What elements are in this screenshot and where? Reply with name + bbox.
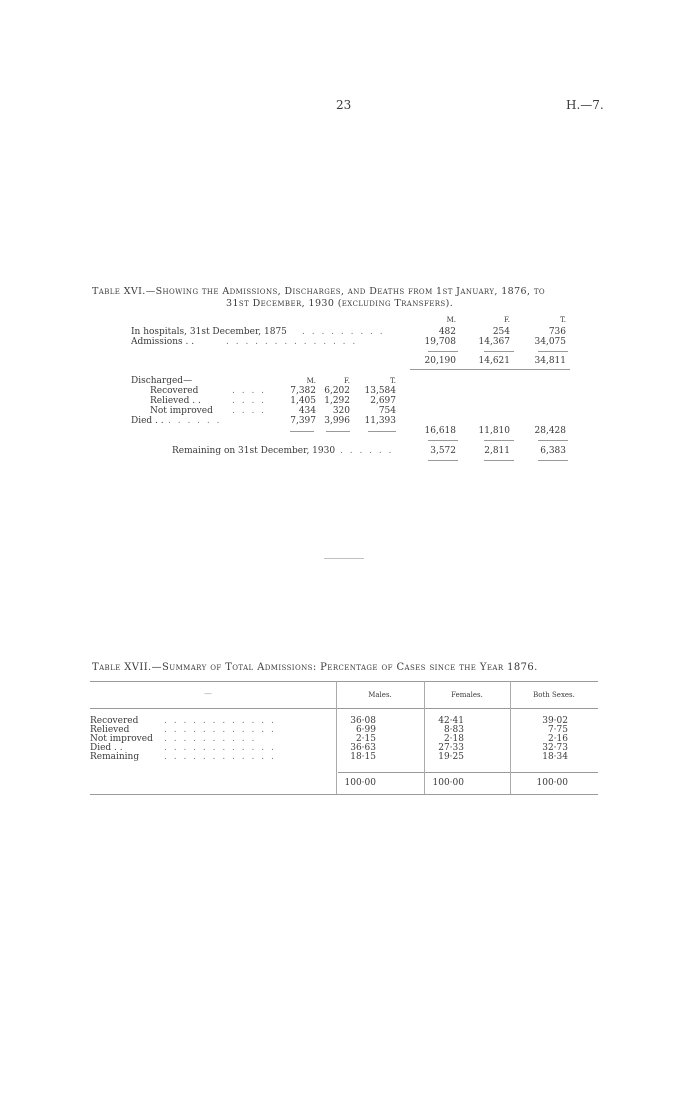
subtotal-t: 34,811 (534, 356, 566, 366)
remaining-t: 6,383 (540, 446, 566, 456)
row-label: In hospitals, 31st December, 1875 (131, 327, 287, 337)
cell-m: 434 (298, 406, 316, 416)
subtotal-f: 14,621 (478, 356, 510, 366)
remaining-f: 2,811 (484, 446, 510, 456)
cell-t: 34,075 (534, 337, 566, 347)
col-header-females: Females. (451, 691, 483, 699)
row-label: Admissions . . (131, 337, 195, 347)
rule (484, 351, 514, 352)
cell-t: 11,393 (364, 416, 396, 426)
cell-both: 7·75 (547, 725, 568, 735)
row-label: Died . . (131, 416, 164, 426)
row-label: Recovered (90, 716, 139, 726)
col-header-f: F. (504, 316, 510, 324)
rule (484, 460, 514, 461)
page-number: 23 (336, 98, 352, 112)
cell-both: 2·16 (547, 734, 568, 744)
rule (538, 460, 568, 461)
rule (428, 351, 458, 352)
cell-m: 482 (438, 327, 456, 337)
rule (90, 681, 598, 682)
row-label: Not improved (90, 734, 153, 744)
rule (428, 440, 458, 441)
row-label: Relieved . . (150, 396, 201, 406)
cell-m: 19,708 (424, 337, 456, 347)
leader-dots: . . . . . . . . . (302, 327, 385, 337)
cell-m: 1,405 (290, 396, 316, 406)
cell-females: 42·41 (438, 716, 464, 726)
discharged-total-m: 16,618 (424, 426, 456, 436)
leader-dots: . . . . (232, 406, 267, 416)
leader-dots: . . . . (232, 386, 267, 396)
cell-both: 18·34 (542, 752, 568, 762)
cell-f: 6,202 (324, 386, 350, 396)
table-17-title: Table XVII.—Summary of Total Admissions: Percentage of Cases since the Year 1876. (92, 662, 538, 673)
subtotal-m: 20,190 (424, 356, 456, 366)
rule (538, 351, 568, 352)
cell-m: 7,397 (290, 416, 316, 426)
remaining-m: 3,572 (430, 446, 456, 456)
cell-females: 19·25 (438, 752, 464, 762)
cell-males: 6·99 (355, 725, 376, 735)
cell-t: 13,584 (364, 386, 396, 396)
cell-males: 18·15 (350, 752, 376, 762)
col-header-t: T. (560, 316, 566, 324)
cell-f: 1,292 (324, 396, 350, 406)
cell-both: 32·73 (542, 743, 568, 753)
section-divider (324, 558, 364, 559)
row-label: Remaining (90, 752, 140, 762)
leader-dots: . . . . . . . . . . . . (164, 725, 276, 735)
discharged-heading: Discharged— (131, 376, 193, 386)
discharged-col-f: F. (344, 377, 350, 385)
leader-dots: . . . . . . . . . . . . . . (226, 337, 358, 347)
col-header-m: M. (446, 316, 456, 324)
cell-t: 2,697 (370, 396, 396, 406)
cell-both: 39·02 (542, 716, 568, 726)
discharged-total-f: 11,810 (478, 426, 510, 436)
leader-dots: . . . . . . . . . . (164, 734, 257, 744)
leader-dots: . . . . . . . . . . . . (164, 743, 276, 753)
rule (538, 440, 568, 441)
cell-females: 8·83 (443, 725, 464, 735)
cell-males: 36·08 (350, 716, 376, 726)
remaining-label: Remaining on 31st December, 1930 (172, 446, 336, 456)
cell-f: 14,367 (478, 337, 510, 347)
rule (326, 431, 350, 432)
rule (484, 440, 514, 441)
leader-dots: . . . . . . (340, 446, 394, 456)
rule (90, 794, 598, 795)
rule (368, 431, 396, 432)
total-both: 100·00 (536, 778, 568, 788)
discharged-col-t: T. (390, 377, 396, 385)
rule (338, 772, 598, 773)
blank-header: — (204, 689, 212, 698)
leader-dots: . . . . . . . . . . . . (164, 752, 276, 762)
table-16-title-line-2: 31st December, 1930 (excluding Transfers). (226, 298, 454, 309)
leader-dots: . . . . . . . . . . . . (164, 716, 276, 726)
col-header-both-sexes: Both Sexes. (533, 691, 575, 699)
cell-t: 736 (548, 327, 566, 337)
discharged-total-t: 28,428 (534, 426, 566, 436)
cell-f: 3,996 (324, 416, 350, 426)
cell-t: 754 (378, 406, 396, 416)
cell-m: 7,382 (290, 386, 316, 396)
total-females: 100·00 (432, 778, 464, 788)
cell-females: 27·33 (438, 743, 464, 753)
leader-dots: . . . . . . (168, 416, 222, 426)
cell-males: 36·63 (350, 743, 376, 753)
cell-f: 320 (332, 406, 350, 416)
total-males: 100·00 (344, 778, 376, 788)
row-label: Recovered (150, 386, 199, 396)
rule (290, 431, 314, 432)
table-16-title-line-1: Table XVI.—Showing the Admissions, Discharges, and Deaths from 1st January, 1876, to (92, 286, 546, 297)
col-header-males: Males. (368, 691, 392, 699)
rule (410, 369, 570, 370)
document-reference: H.—7. (566, 98, 604, 112)
rule (90, 708, 598, 709)
rule (428, 460, 458, 461)
cell-f: 254 (492, 327, 510, 337)
row-label: Not improved (150, 406, 213, 416)
row-label: Died . . (90, 743, 123, 753)
cell-males: 2·15 (355, 734, 376, 744)
cell-females: 2·18 (443, 734, 464, 744)
leader-dots: . . . . (232, 396, 267, 406)
row-label: Relieved (90, 725, 130, 735)
discharged-col-m: M. (306, 377, 316, 385)
